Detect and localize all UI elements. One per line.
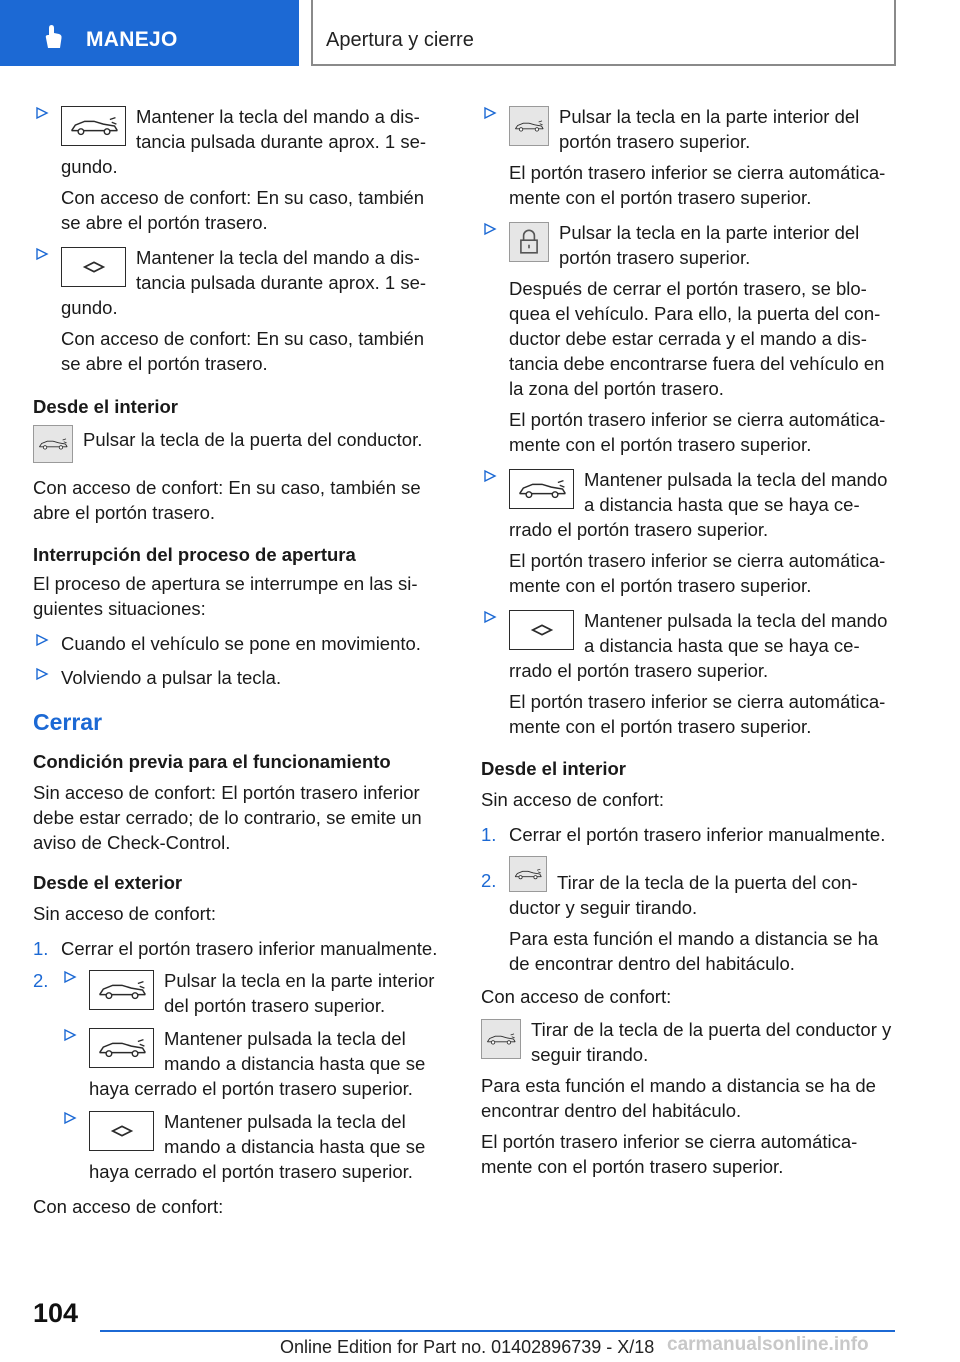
page-number: 104 — [33, 1298, 79, 1328]
section-heading: Condición previa para el funcionamiento — [33, 751, 391, 772]
list-item-subtext: El portón trasero inferior se cierra automática‐mente con el portón trasero superior. — [509, 162, 886, 208]
triangle-bullet-icon — [63, 1028, 77, 1042]
paragraph: Con acceso de confort: — [481, 986, 672, 1007]
list-item-text: Pulsar la tecla en la parte interior del portón trasero superior. — [559, 106, 860, 152]
paragraph: Tirar de la tecla de la puerta del conductor y seguir tirando. — [531, 1019, 892, 1065]
list-item — [61, 1026, 443, 1101]
diamond-key-icon — [509, 610, 574, 650]
step-text: Cerrar el portón trasero inferior manualmente. — [509, 824, 886, 845]
list-item-text: Pulsar la tecla en la parte interior del portón trasero superior. — [164, 970, 435, 1016]
section-tab[interactable] — [0, 0, 299, 66]
triangle-bullet-icon — [483, 610, 497, 624]
footer-divider — [100, 1330, 895, 1332]
section-heading: Interrupción del proceso de apertura — [33, 544, 356, 565]
chapter-title: Apertura y cierre — [326, 29, 474, 51]
triangle-bullet-icon — [35, 247, 49, 261]
triangle-bullet-icon — [35, 633, 49, 647]
diamond-key-icon — [61, 247, 126, 287]
list-item-text: Mantener la tecla del mando a dis‐tancia pulsada durante aprox. 1 se‐gundo. — [61, 106, 427, 177]
key-paragraph — [481, 1017, 896, 1067]
list-item — [481, 467, 896, 598]
paragraph: El proceso de apertura se interrumpe en las si‐guientes situaciones: — [33, 573, 418, 619]
list-item — [33, 631, 443, 656]
list-item-subtext: El portón trasero inferior se cierra automática‐mente con el portón trasero superior. — [509, 691, 886, 737]
left-column — [33, 100, 443, 1219]
section-heading: Desde el interior — [481, 758, 626, 779]
list-item — [481, 104, 896, 210]
triangle-bullet-icon — [483, 469, 497, 483]
hand-touch-icon — [38, 22, 68, 52]
numbered-step — [481, 822, 896, 847]
car-key-icon — [33, 425, 73, 463]
lock-icon — [509, 222, 549, 262]
key-paragraph — [33, 425, 443, 465]
car-key-icon — [509, 469, 574, 509]
numbered-step — [481, 856, 896, 976]
list-item — [33, 245, 443, 376]
chapter-heading: Cerrar — [33, 709, 103, 735]
triangle-bullet-icon — [483, 222, 497, 236]
paragraph: Sin acceso de confort: — [33, 903, 217, 924]
numbered-step — [33, 936, 443, 961]
paragraph: Pulsar la tecla de la puerta del conductor. — [83, 429, 423, 450]
list-item-subtext: Después de cerrar el portón trasero, se blo‐quea el vehículo. Para ello, la puerta del con‐ductor debe estar cerrada y el mando a dis‐tancia debe encontrarse fuera del vehículo en la zona del portón trasero. — [509, 278, 885, 399]
list-item-text: Mantener pulsada la tecla del mando a distancia hasta que se haya cerrado el portón trasero superior. — [89, 1028, 426, 1099]
triangle-bullet-icon — [35, 667, 49, 681]
car-key-icon — [61, 106, 126, 146]
step-number: 1. — [481, 824, 497, 845]
section-heading: Desde el exterior — [33, 872, 183, 893]
car-key-icon — [481, 1019, 521, 1059]
chapter-header — [311, 0, 896, 66]
step-subtext: Para esta función el mando a distancia se ha de encontrar dentro del habitáculo. — [509, 928, 879, 974]
list-item-text: Pulsar la tecla en la parte interior del portón trasero superior. — [559, 222, 860, 268]
list-item-text: Cuando el vehículo se pone en movimiento. — [61, 633, 421, 654]
car-key-icon — [89, 970, 154, 1010]
list-item-subtext: Con acceso de confort: En su caso, también se abre el portón trasero. — [61, 328, 425, 374]
paragraph: Sin acceso de confort: El portón trasero inferior debe estar cerrado; de lo contrario, se emite un aviso de Check-Control. — [33, 782, 422, 853]
paragraph: El portón trasero inferior se cierra automática‐mente con el portón trasero superior. — [481, 1131, 858, 1177]
triangle-bullet-icon — [63, 970, 77, 984]
list-item — [61, 968, 443, 1018]
list-item — [481, 220, 896, 457]
paragraph: Sin acceso de confort: — [481, 789, 665, 810]
list-item-subtext: Con acceso de confort: En su caso, también se abre el portón trasero. — [61, 187, 425, 233]
list-item-subtext: El portón trasero inferior se cierra automática‐mente con el portón trasero superior. — [509, 550, 886, 596]
paragraph: Para esta función el mando a distancia se ha de encontrar dentro del habitáculo. — [481, 1075, 876, 1121]
paragraph: Con acceso de confort: En su caso, también se abre el portón trasero. — [33, 477, 421, 523]
watermark: carmanualsonline.info — [667, 1334, 869, 1355]
list-item-subtext: El portón trasero inferior se cierra automática‐mente con el portón trasero superior. — [509, 409, 886, 455]
list-item — [33, 104, 443, 235]
section-heading: Desde el interior — [33, 396, 178, 417]
list-item-text: Mantener pulsada la tecla del mando a distancia hasta que se haya ce‐rrado el portón trasero superior. — [509, 469, 888, 540]
step-number: 2. — [481, 870, 497, 891]
list-item — [33, 665, 443, 690]
right-column — [481, 100, 896, 1179]
list-item-text: Mantener pulsada la tecla del mando a distancia hasta que se haya ce‐rrado el portón trasero superior. — [509, 610, 888, 681]
footer-edition: Online Edition for Part no. 01402896739 - X/18 — [280, 1337, 655, 1357]
numbered-step — [33, 968, 443, 1184]
triangle-bullet-icon — [63, 1111, 77, 1125]
triangle-bullet-icon — [35, 106, 49, 120]
list-item-text: Mantener pulsada la tecla del mando a distancia hasta que se haya cerrado el portón trasero superior. — [89, 1111, 426, 1182]
paragraph: Con acceso de confort: — [33, 1196, 224, 1217]
diamond-key-icon — [89, 1111, 154, 1151]
list-item — [61, 1109, 443, 1184]
car-key-icon — [89, 1028, 154, 1068]
step-number: 1. — [33, 938, 49, 959]
step-text: Cerrar el portón trasero inferior manualmente. — [61, 938, 438, 959]
list-item-text: Mantener la tecla del mando a dis‐tancia pulsada durante aprox. 1 se‐gundo. — [61, 247, 427, 318]
triangle-bullet-icon — [483, 106, 497, 120]
step-number: 2. — [33, 970, 49, 991]
step-text: Tirar de la tecla de la puerta del con‐ductor y seguir tirando. — [509, 872, 858, 918]
section-title: MANEJO — [86, 28, 178, 51]
car-key-icon — [509, 106, 549, 146]
car-key-icon — [509, 856, 547, 892]
list-item — [481, 608, 896, 739]
list-item-text: Volviendo a pulsar la tecla. — [61, 667, 282, 688]
